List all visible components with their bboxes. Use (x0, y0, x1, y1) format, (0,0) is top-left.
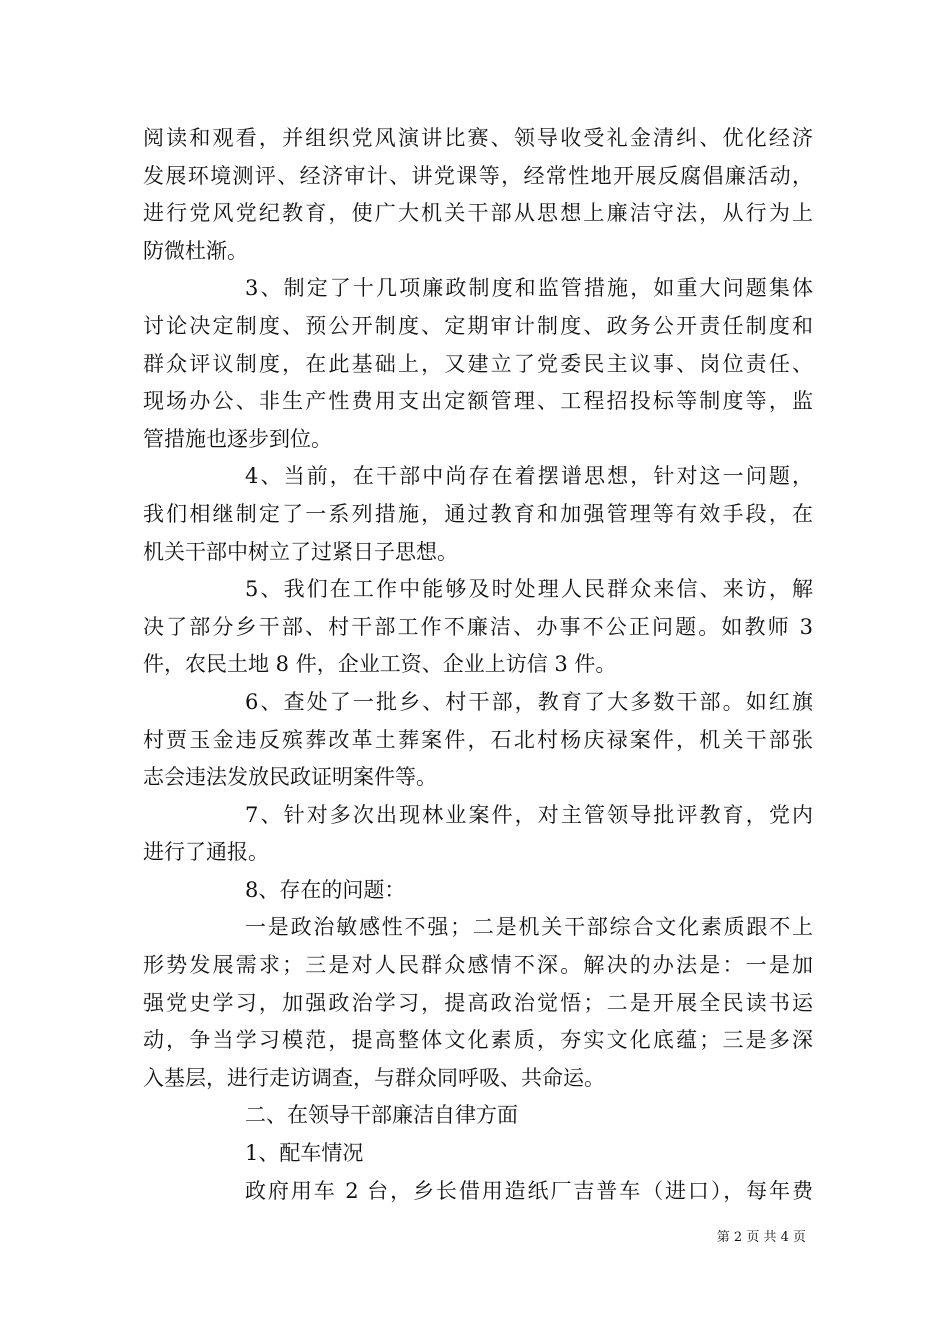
text-line: 决了部分乡干部、村干部工作不廉洁、办事不公正问题。如教师 3 (143, 614, 813, 639)
text-line: 群众评议制度，在此基础上，又建立了党委民主议事、岗位责任、 (143, 351, 813, 376)
text-line: 进行党风党纪教育，使广大机关干部从思想上廉洁守法，从行为上 (143, 201, 813, 226)
text-line: 1、配车情况 (245, 1141, 364, 1166)
text-line: 机关干部中树立了过紧日子思想。 (143, 539, 458, 564)
text-line: 防微杜渐。 (143, 238, 248, 263)
text-line: 管措施也逐步到位。 (143, 426, 332, 451)
text-line: 4、当前，在干部中尚存在着摆谱思想，针对这一问题， (245, 464, 813, 489)
text-line: 形势发展需求；三是对人民群众感情不深。解决的办法是：一是加 (143, 953, 813, 978)
text-line: 讨论决定制度、预公开制度、定期审计制度、政务公开责任制度和 (143, 313, 813, 338)
text-line: 志会违法发放民政证明案件等。 (143, 765, 437, 790)
text-line: 村贾玉金违反殡葬改革土葬案件，石北村杨庆禄案件，机关干部张 (143, 727, 813, 752)
text-line: 动，争当学习模范，提高整体文化素质，夯实文化底蕴；三是多深 (143, 1028, 813, 1053)
text-line: 政府用车 2 台，乡长借用造纸厂吉普车（进口），每年费 (245, 1178, 813, 1203)
text-line: 一是政治敏感性不强；二是机关干部综合文化素质跟不上 (245, 915, 813, 940)
text-line: 强党史学习，加强政治学习，提高政治觉悟；二是开展全民读书运 (143, 990, 813, 1015)
text-line: 进行了通报。 (143, 840, 269, 865)
text-line: 发展环境测评、经济审计、讲党课等，经常性地开展反腐倡廉活动， (143, 163, 813, 188)
document-body (143, 120, 813, 1210)
page-number: 第 2 页 共 4 页 (716, 1230, 806, 1245)
text-line: 5、我们在工作中能够及时处理人民群众来信、来访，解 (245, 577, 813, 602)
text-line: 7、针对多次出现林业案件，对主管领导批评教育，党内 (245, 802, 813, 827)
text-line: 6、查处了一批乡、村干部，教育了大多数干部。如红旗 (245, 689, 813, 714)
text-line: 8、存在的问题： (245, 877, 406, 902)
text-line: 我们相继制定了一系列措施，通过教育和加强管理等有效手段，在 (143, 501, 813, 526)
text-line: 件，农民土地 8 件，企业工资、企业上访信 3 件。 (143, 652, 617, 677)
text-line: 3、制定了十几项廉政制度和监管措施，如重大问题集体 (245, 276, 813, 301)
text-line: 二、在领导干部廉洁自律方面 (245, 1103, 518, 1128)
text-line: 阅读和观看，并组织党风演讲比赛、领导收受礼金清纠、优化经济 (143, 126, 813, 150)
text-line: 现场办公、非生产性费用支出定额管理、工程招投标等制度等，监 (143, 389, 813, 414)
text-line: 入基层，进行走访调查，与群众同呼吸、共命运。 (143, 1065, 605, 1090)
